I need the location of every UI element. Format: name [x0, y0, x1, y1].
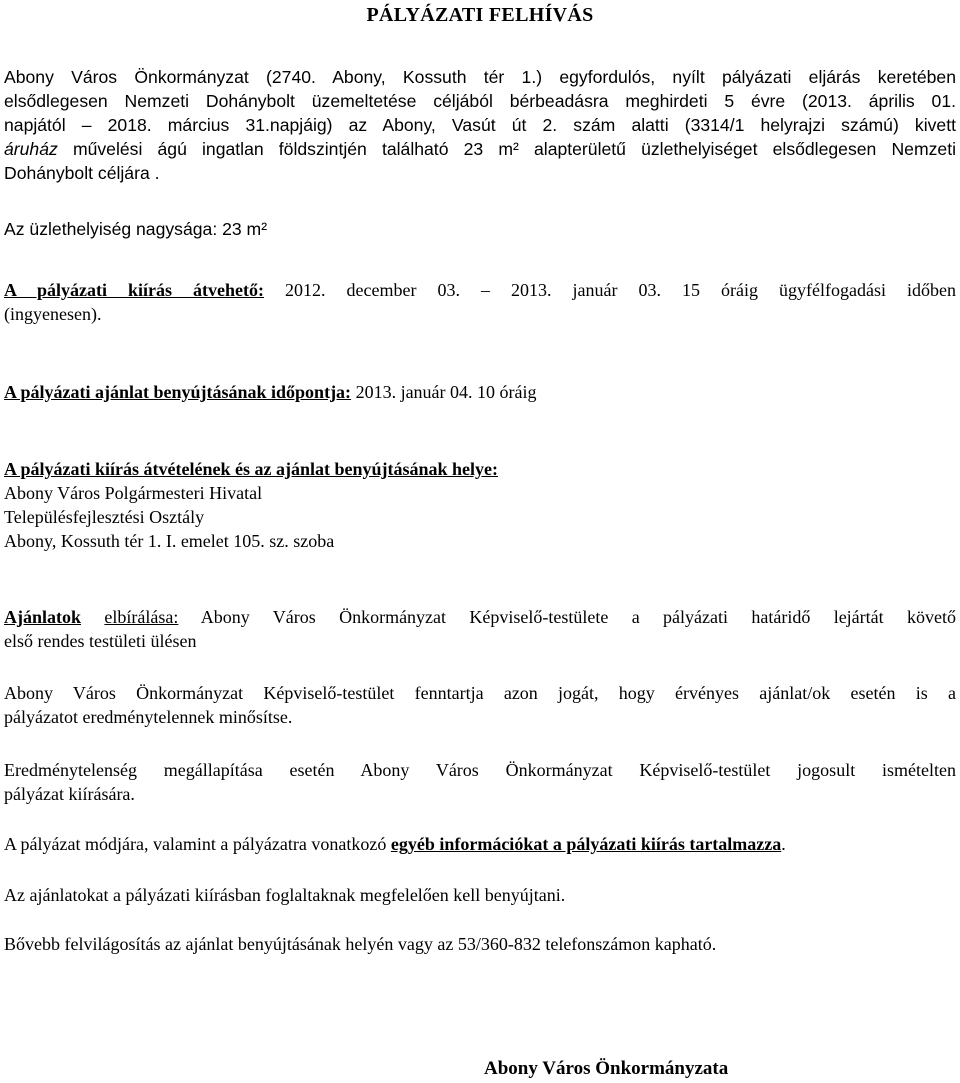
reserve-line-1: Abony Város Önkormányzat Képviselő-testület fenntartja azon jogát, hogy érvényes ajánlat/ok esetén is a — [4, 683, 956, 703]
intro-line-2: elsődlegesen Nemzeti Dohánybolt üzemeltetése céljából bérbeadásra meghirdeti 5 évre (2013. április 01. — [4, 91, 956, 111]
evaluation-label-bold: Ajánlatok — [4, 607, 82, 627]
intro-line-4-rest: művelési ágú ingatlan földszintjén található 23 m² alapterületű üzlethelyiséget elsődlegesen Nemzeti — [57, 139, 956, 159]
availability-label: A pályázati kiírás átvehető: — [4, 280, 265, 300]
method-emphasis: egyéb információkat a pályázati kiírás tartalmazza — [390, 834, 782, 854]
method-text: A pályázat módjára, valamint a pályázatra vonatkozó — [4, 834, 391, 854]
size-line: Az üzlethelyiség nagysága: 23 m² — [4, 219, 268, 239]
evaluation-paragraph — [4, 605, 956, 653]
availability-line-1 — [4, 278, 956, 302]
method-paragraph — [4, 832, 956, 856]
repeat-line-1: Eredménytelenség megállapítása esetén Abony Város Önkormányzat Képviselő-testület jogosult ismételten — [4, 760, 956, 780]
intro-line-4 — [4, 137, 956, 161]
intro-italic-word: áruház — [4, 139, 58, 159]
availability-text: 2012. december 03. – 2013. január 03. 15 óráig ügyfélfogadási időben — [264, 280, 956, 300]
evaluation-line-1 — [4, 605, 956, 629]
place-line-3: Abony, Kossuth tér 1. I. emelet 105. sz. szoba — [4, 531, 335, 551]
evaluation-line-2: első rendes testületi ülésen — [4, 631, 197, 651]
method-end: . — [781, 834, 786, 854]
availability-paragraph — [4, 278, 956, 326]
place-label: A pályázati kiírás átvételének és az ajánlat benyújtásának helye: — [4, 459, 498, 479]
deadline-text: 2013. január 04. 10 óráig — [351, 382, 537, 402]
intro-line-5: Dohánybolt céljára . — [4, 163, 160, 183]
availability-line-2: (ingyenesen). — [4, 304, 102, 324]
more-info-paragraph: Bővebb felvilágosítás az ajánlat benyújtásának helyén vagy az 53/360-832 telefonszámon kapható. — [4, 934, 717, 954]
submission-paragraph: Az ajánlatokat a pályázati kiírásban foglaltaknak megfelelően kell benyújtani. — [4, 885, 566, 905]
place-paragraph — [4, 457, 956, 553]
repeat-paragraph — [4, 758, 956, 806]
place-line-2: Településfejlesztési Osztály — [4, 507, 205, 527]
intro-line-1: Abony Város Önkormányzat (2740. Abony, Kossuth tér 1.) egyfordulós, nyílt pályázati eljárás keretében — [4, 67, 956, 87]
reserve-line-2: pályázatot eredménytelennek minősítse. — [4, 707, 293, 727]
document-title: PÁLYÁZATI FELHÍVÁS — [366, 4, 594, 26]
reserve-paragraph — [4, 681, 956, 729]
intro-paragraph — [4, 65, 956, 185]
evaluation-text-1: Abony Város Önkormányzat Képviselő-testülete a pályázati határidő lejártát követő — [178, 607, 957, 627]
intro-line-3: napjától – 2018. március 31.napjáig) az Abony, Vasút út 2. szám alatti (3314/1 helyrajzi számú) kivett — [4, 115, 956, 135]
deadline-paragraph — [4, 380, 956, 404]
evaluation-label: elbírálása: — [104, 607, 179, 627]
deadline-label: A pályázati ajánlat benyújtásának időpontja: — [4, 382, 352, 402]
repeat-line-2: pályázat kiírására. — [4, 784, 135, 804]
place-line-1: Abony Város Polgármesteri Hivatal — [4, 483, 263, 503]
signature: Abony Város Önkormányzata — [484, 1058, 729, 1079]
